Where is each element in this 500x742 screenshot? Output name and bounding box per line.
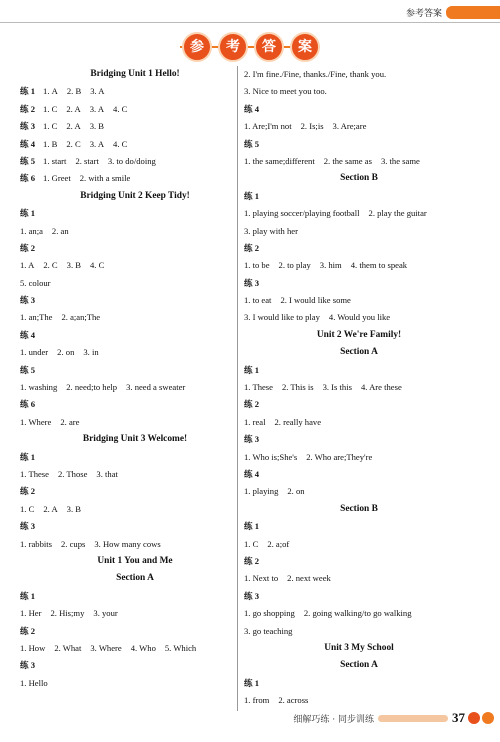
- answer-item: 4. C: [113, 103, 128, 114]
- answer-item: 2. are: [60, 416, 80, 427]
- answer-line: [20, 275, 250, 292]
- answer-item: 2. Is;is: [300, 121, 324, 132]
- answer-line: [244, 309, 474, 326]
- answer-item: 1. A: [20, 260, 35, 271]
- answer-item: 2. a;of: [267, 538, 290, 549]
- answer-item: 1. A: [43, 86, 58, 97]
- answer-item: 1. Her: [20, 608, 42, 619]
- answer-line: [244, 623, 474, 640]
- answer-item: 4. C: [89, 260, 105, 271]
- answer-line: [20, 257, 250, 274]
- answer-item: 3. in: [83, 347, 99, 358]
- section-heading: Section B: [340, 503, 378, 514]
- page-number: 37: [452, 710, 465, 725]
- exercise-label: 练 3: [20, 295, 36, 306]
- section-heading: Unit 2 We're Family!: [316, 329, 402, 340]
- answer-line: [20, 414, 250, 431]
- answer-line: [20, 605, 250, 622]
- answer-item: 1. B: [43, 138, 58, 149]
- answer-item: 3. your: [93, 608, 118, 619]
- answer-item: 2. with a smile: [79, 173, 131, 184]
- header-label: 参考答案: [405, 8, 442, 18]
- answer-item: 3. A: [89, 103, 105, 114]
- section-heading: Section A: [116, 573, 154, 584]
- answer-line: [20, 536, 250, 553]
- answer-item: 3. Is this: [322, 382, 352, 393]
- answer-line: [20, 640, 250, 657]
- answer-item: 1. to eat: [244, 295, 272, 306]
- header-accent-bar: [446, 6, 500, 19]
- exercise-label: 练 2: [244, 242, 260, 253]
- title-char: 考: [218, 32, 248, 62]
- title-char: 案: [290, 32, 320, 62]
- exercise-label: 练 5: [20, 364, 36, 375]
- answer-item: 4. them to speak: [350, 260, 408, 271]
- exercise-label: 练 2: [20, 242, 36, 253]
- answer-item: 1. Greet: [43, 173, 71, 184]
- answer-item: 3. to do/doing: [107, 155, 156, 166]
- exercise-label: 练 2: [244, 555, 260, 566]
- answer-item: 3. B: [89, 121, 105, 132]
- exercise-label: 练 5: [244, 138, 260, 149]
- exercise-label: 练 2: [20, 625, 36, 636]
- answer-item: 2. This is: [281, 382, 314, 393]
- exercise-label: 练 4: [20, 329, 36, 340]
- answer-item: 3. A: [89, 138, 105, 149]
- answer-item: 1. These: [20, 468, 49, 479]
- exercise-label: 练 1: [244, 190, 260, 201]
- answer-item: 3. need a sweater: [126, 382, 186, 393]
- answer-item: 2. on: [57, 347, 75, 358]
- answer-line: [244, 692, 474, 709]
- answer-item: 4. C: [113, 138, 128, 149]
- answer-item: 2. Who are;They're: [306, 451, 373, 462]
- answer-line: [20, 83, 250, 100]
- answer-line: [20, 344, 250, 361]
- answer-item: 2. His;my: [50, 608, 85, 619]
- answer-key-title: [180, 32, 320, 62]
- answer-item: 1. Who is;She's: [244, 451, 298, 462]
- answer-line: [244, 414, 474, 431]
- answer-item: 1. rabbits: [20, 538, 52, 549]
- answer-item: 2. need;to help: [66, 382, 118, 393]
- exercise-label: 练 5: [20, 155, 36, 166]
- header-rule: [0, 22, 500, 23]
- answer-item: 1. to be: [244, 260, 270, 271]
- answer-line: [244, 536, 474, 553]
- exercise-label: 练 1: [20, 208, 36, 219]
- answer-item: 3. that: [96, 468, 118, 479]
- exercise-label: 练 1: [244, 364, 260, 375]
- answer-item: 3. A: [90, 86, 105, 97]
- answer-item: 2. C: [43, 260, 58, 271]
- answer-item: 2. A: [66, 103, 81, 114]
- exercise-label: 练 1: [20, 590, 36, 601]
- answer-line: [20, 309, 250, 326]
- answer-line: [244, 292, 474, 309]
- title-char: 答: [254, 32, 284, 62]
- section-heading: Bridging Unit 1 Hello!: [90, 69, 180, 79]
- exercise-label: 练 3: [244, 277, 260, 288]
- exercise-label: 练 1: [20, 86, 36, 97]
- answer-item: 1. C: [43, 103, 58, 114]
- section-heading: Bridging Unit 2 Keep Tidy!: [80, 190, 190, 201]
- exercise-label: 练 3: [244, 434, 260, 445]
- answer-item: 1. C: [244, 538, 259, 549]
- exercise-label: 练 4: [244, 103, 260, 114]
- section-heading: Unit 1 You and Me: [97, 555, 173, 566]
- answer-line: [244, 483, 474, 500]
- answer-item: 1. playing: [244, 486, 279, 497]
- answer-line: [244, 223, 474, 240]
- answer-line: [244, 153, 474, 170]
- answer-item: 2. I'm fine./Fine, thanks./Fine, thank you.: [244, 69, 387, 79]
- exercise-label: 练 3: [244, 590, 260, 601]
- footer-brand: 细解巧练 · 同步训练: [293, 714, 374, 725]
- answer-line: [20, 101, 250, 118]
- answer-item: 2. A: [66, 121, 81, 132]
- answer-item: 1. real: [244, 416, 266, 427]
- answer-line: [20, 675, 250, 692]
- answer-item: 1. under: [20, 347, 49, 358]
- answer-line: [20, 379, 250, 396]
- answer-item: 2. What: [54, 642, 82, 653]
- answer-item: 1. C: [20, 503, 35, 514]
- answer-item: 1. washing: [20, 382, 58, 393]
- footer: [293, 708, 494, 728]
- section-heading: Bridging Unit 3 Welcome!: [82, 434, 188, 445]
- answer-item: 3. Where: [90, 642, 122, 653]
- answer-item: 2. C: [66, 138, 81, 149]
- answer-item: 1. C: [43, 121, 58, 132]
- exercise-label: 练 1: [20, 451, 36, 462]
- answer-item: 4. Are these: [360, 382, 402, 393]
- answer-item: 3. him: [319, 260, 342, 271]
- answer-item: 1. These: [244, 382, 273, 393]
- answer-line: [244, 570, 474, 587]
- exercise-label: 练 3: [20, 660, 36, 671]
- answer-item: 3. Nice to meet you too.: [244, 86, 327, 97]
- answer-item: 2. start: [75, 155, 99, 166]
- footer-dot-icon: [468, 712, 480, 724]
- answer-item: 1. go shopping: [244, 608, 295, 619]
- answer-item: 2. really have: [274, 416, 322, 427]
- answer-item: 1. Hello: [20, 677, 48, 688]
- answer-item: 2. I would like some: [280, 295, 351, 306]
- exercise-label: 练 2: [20, 103, 36, 114]
- right-column: [244, 66, 474, 709]
- answer-line: [20, 170, 250, 187]
- column-divider: [237, 66, 238, 711]
- exercise-label: 练 3: [20, 521, 36, 532]
- answer-item: 1. an;a: [20, 225, 43, 236]
- answer-item: 3. B: [66, 503, 81, 514]
- answer-line: [20, 136, 250, 153]
- title-char: 参: [182, 32, 212, 62]
- section-heading: Section A: [340, 347, 378, 358]
- answer-line: [244, 66, 474, 83]
- answer-item: 2. on: [287, 486, 305, 497]
- answer-item: 2. a;an;The: [61, 312, 101, 323]
- answer-line: [20, 223, 250, 240]
- answer-item: 1. How: [20, 642, 46, 653]
- answer-line: [20, 153, 250, 170]
- answer-item: 1. the same;different: [244, 155, 315, 166]
- answer-item: 3. go teaching: [244, 625, 293, 636]
- answer-item: 1. start: [43, 155, 67, 166]
- answer-line: [20, 501, 250, 518]
- answer-item: 3. the same: [380, 155, 420, 166]
- exercise-label: 练 6: [20, 173, 36, 184]
- answer-line: [244, 118, 474, 135]
- answer-item: 2. play the guitar: [368, 208, 427, 219]
- answer-item: 5. colour: [20, 277, 51, 288]
- left-column: [20, 66, 250, 692]
- section-heading: Section B: [340, 173, 378, 184]
- answer-line: [244, 205, 474, 222]
- answer-item: 2. Those: [57, 468, 88, 479]
- answer-item: 2. next week: [287, 573, 331, 584]
- exercise-label: 练 1: [244, 521, 260, 532]
- answer-line: [244, 379, 474, 396]
- exercise-label: 练 1: [244, 677, 260, 688]
- answer-item: 3. B: [66, 260, 81, 271]
- answer-item: 1. Next to: [244, 573, 279, 584]
- answer-item: 1. playing soccer/playing football: [244, 208, 360, 219]
- answer-line: [20, 466, 250, 483]
- answer-item: 4. Who: [130, 642, 156, 653]
- answer-item: 4. Would you like: [328, 312, 391, 323]
- section-heading: Section A: [340, 660, 378, 671]
- answer-item: 2. A: [43, 503, 58, 514]
- answer-item: 1. Are;I'm not: [244, 121, 292, 132]
- answer-line: [244, 605, 474, 622]
- answer-item: 2. an: [51, 225, 69, 236]
- answer-item: 2. to play: [278, 260, 311, 271]
- answer-item: 1. an;The: [20, 312, 53, 323]
- exercise-label: 练 4: [244, 468, 260, 479]
- answer-item: 2. B: [66, 86, 82, 97]
- answer-item: 1. from: [244, 695, 270, 706]
- footer-bar: [378, 715, 448, 722]
- answer-item: 5. Which: [164, 642, 197, 653]
- exercise-label: 练 2: [244, 399, 260, 410]
- answer-item: 3. Are;are: [332, 121, 367, 132]
- answer-line: [244, 257, 474, 274]
- exercise-label: 练 3: [20, 121, 36, 132]
- answer-item: 3. I would like to play: [244, 312, 320, 323]
- answer-item: 3. How many cows: [94, 538, 161, 549]
- footer-dot-icon: [482, 712, 494, 724]
- exercise-label: 练 2: [20, 486, 36, 497]
- answer-item: 1. Where: [20, 416, 52, 427]
- answer-item: 2. across: [278, 695, 309, 706]
- section-heading: Unit 3 My School: [324, 642, 394, 653]
- answer-line: [20, 118, 250, 135]
- exercise-label: 练 4: [20, 138, 36, 149]
- answer-line: [244, 449, 474, 466]
- answer-item: 2. cups: [60, 538, 86, 549]
- answer-line: [244, 83, 474, 100]
- answer-item: 2. going walking/to go walking: [303, 608, 412, 619]
- answer-item: 2. the same as: [323, 155, 372, 166]
- answer-item: 3. play with her: [244, 225, 298, 236]
- exercise-label: 练 6: [20, 399, 36, 410]
